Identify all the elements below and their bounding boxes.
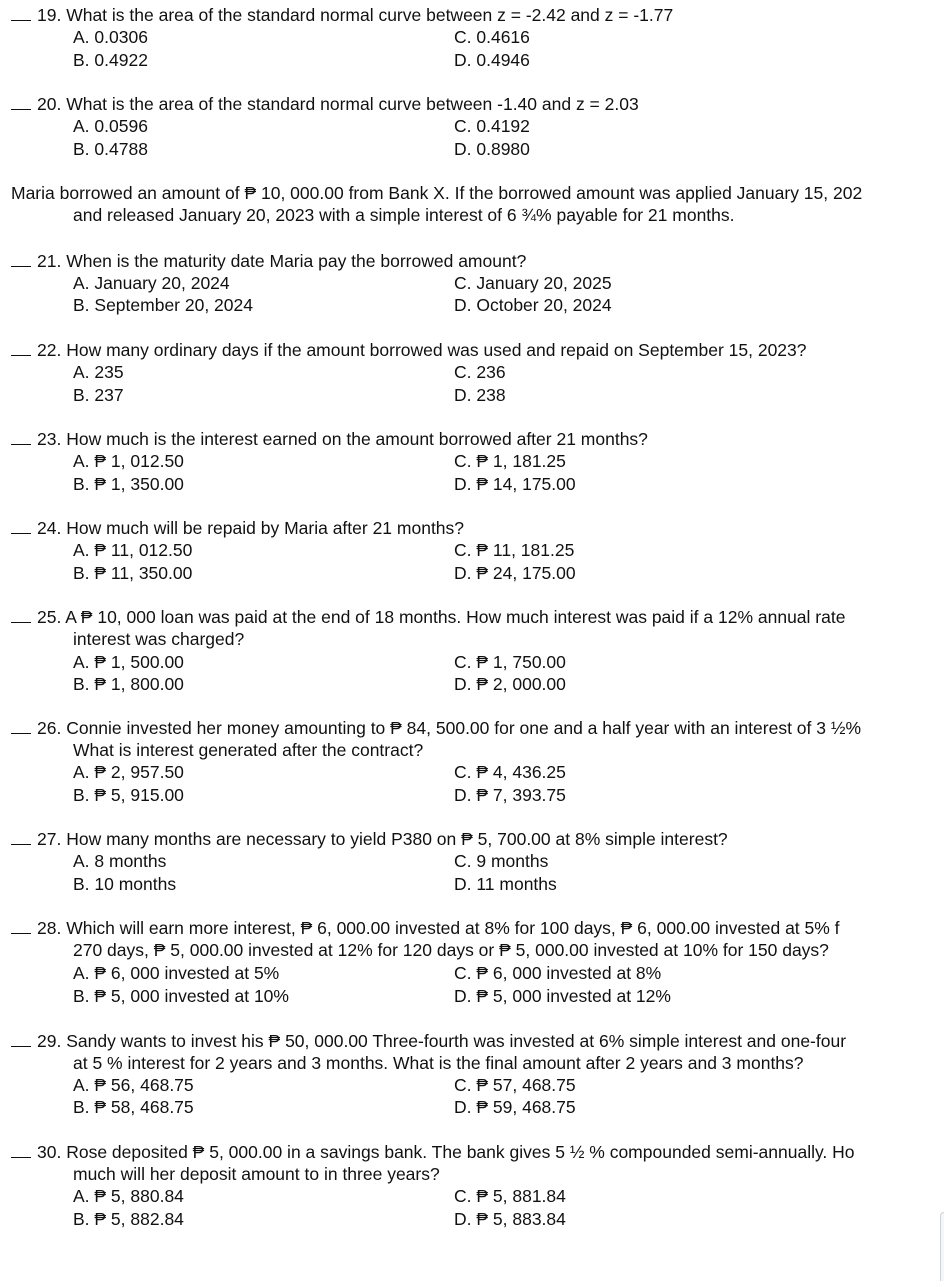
option-a: A. 235 (73, 362, 124, 382)
option-c: C. January 20, 2025 (454, 273, 612, 293)
question-number: 25. (37, 607, 62, 627)
option-c: C. 0.4192 (454, 116, 530, 136)
page-edge-scroll-hint (940, 1212, 944, 1281)
option-a: A. ₱ 11, 012.50 (73, 540, 193, 560)
option-b: B. 0.4922 (73, 50, 148, 70)
option-c: C. ₱ 1, 181.25 (454, 451, 566, 471)
question-text: Rose deposited ₱ 5, 000.00 in a savings bank. The bank gives 5 ½ % compounded semi-annually. Ho (66, 1142, 855, 1162)
question-number: 26. (37, 718, 62, 738)
question-number: 23. (37, 429, 62, 449)
question-text-continued: interest was charged? (73, 629, 245, 649)
question-text: How many ordinary days if the amount borrowed was used and repaid on September 15, 2023? (66, 340, 807, 360)
option-d: D. ₱ 59, 468.75 (454, 1097, 576, 1117)
option-c: C. ₱ 4, 436.25 (454, 762, 566, 782)
question-text: Which will earn more interest, ₱ 6, 000.00 invested at 8% for 100 days, ₱ 6, 000.00 invested at 5% f (66, 918, 840, 938)
question-text: How many months are necessary to yield P380 on ₱ 5, 700.00 at 8% simple interest? (66, 829, 728, 849)
intro-line-2: and released January 20, 2023 with a simple interest of 6 ¾% payable for 21 months. (73, 205, 735, 225)
answer-blank[interactable] (11, 519, 31, 534)
question-number: 30. (37, 1142, 62, 1162)
question-text: How much will be repaid by Maria after 21 months? (66, 518, 465, 538)
option-d: D. ₱ 2, 000.00 (454, 674, 566, 694)
question-text: When is the maturity date Maria pay the borrowed amount? (66, 251, 527, 271)
question-text-continued: 270 days, ₱ 5, 000.00 invested at 12% for 120 days or ₱ 5, 000.00 invested at 10% for 150 days? (73, 940, 829, 960)
question-number: 24. (37, 518, 62, 538)
option-b: B. 237 (73, 385, 124, 405)
answer-blank[interactable] (11, 919, 31, 934)
question-text: What is the area of the standard normal curve between -1.40 and z = 2.03 (66, 94, 639, 114)
option-b: B. September 20, 2024 (73, 295, 253, 315)
option-a: A. ₱ 2, 957.50 (73, 762, 184, 782)
question-text: Connie invested her money amounting to ₱ 84, 500.00 for one and a half year with an interest of 3 ½% (66, 718, 862, 738)
question-number: 20. (37, 94, 62, 114)
question-number: 28. (37, 918, 62, 938)
answer-blank[interactable] (11, 608, 31, 623)
question-number: 19. (37, 5, 62, 25)
answer-blank[interactable] (11, 830, 31, 845)
answer-blank[interactable] (11, 430, 31, 445)
question-text: Sandy wants to invest his ₱ 50, 000.00 Three-fourth was invested at 6% simple interest and one-four (66, 1031, 847, 1051)
option-d: D. 11 months (454, 874, 557, 894)
option-c: C. 236 (454, 362, 506, 382)
answer-blank[interactable] (11, 719, 31, 734)
question-text: What is the area of the standard normal curve between z = -2.42 and z = -1.77 (66, 5, 674, 25)
option-d: D. October 20, 2024 (454, 295, 612, 315)
question-number: 22. (37, 340, 62, 360)
option-a: A. ₱ 1, 012.50 (73, 451, 184, 471)
option-b: B. ₱ 58, 468.75 (73, 1097, 194, 1117)
option-d: D. ₱ 24, 175.00 (454, 563, 576, 583)
question-number: 29. (37, 1031, 62, 1051)
option-a: A. 8 months (73, 851, 167, 871)
option-b: B. ₱ 5, 882.84 (73, 1209, 184, 1229)
option-a: A. ₱ 56, 468.75 (73, 1075, 194, 1095)
option-a: A. ₱ 1, 500.00 (73, 652, 184, 672)
option-a: A. 0.0596 (73, 116, 148, 136)
answer-blank[interactable] (11, 6, 31, 21)
option-a: A. January 20, 2024 (73, 273, 230, 293)
question-text: How much is the interest earned on the amount borrowed after 21 months? (66, 429, 648, 449)
answer-blank[interactable] (11, 95, 31, 110)
option-b: B. 10 months (73, 874, 177, 894)
option-a: A. ₱ 6, 000 invested at 5% (73, 963, 280, 983)
intro-line-1: Maria borrowed an amount of ₱ 10, 000.00 from Bank X. If the borrowed amount was applied January 15, 202 (11, 183, 863, 203)
option-d: D. 0.4946 (454, 50, 530, 70)
option-d: D. 238 (454, 385, 506, 405)
option-c: C. ₱ 6, 000 invested at 8% (454, 963, 662, 983)
option-c: C. ₱ 11, 181.25 (454, 540, 575, 560)
option-c: C. ₱ 1, 750.00 (454, 652, 566, 672)
option-b: B. ₱ 11, 350.00 (73, 563, 193, 583)
question-text-continued: What is interest generated after the contract? (73, 740, 424, 760)
question-number: 27. (37, 829, 62, 849)
option-c: C. 0.4616 (454, 27, 530, 47)
answer-blank[interactable] (11, 1032, 31, 1047)
option-d: D. ₱ 5, 883.84 (454, 1209, 566, 1229)
option-d: D. ₱ 14, 175.00 (454, 474, 576, 494)
option-d: D. ₱ 5, 000 invested at 12% (454, 986, 671, 1006)
option-d: D. ₱ 7, 393.75 (454, 785, 566, 805)
option-b: B. ₱ 5, 000 invested at 10% (73, 986, 289, 1006)
option-b: B. ₱ 5, 915.00 (73, 785, 184, 805)
option-b: B. ₱ 1, 800.00 (73, 674, 184, 694)
question-text-continued: much will her deposit amount to in three years? (73, 1164, 440, 1184)
option-a: A. ₱ 5, 880.84 (73, 1186, 184, 1206)
answer-blank[interactable] (11, 1143, 31, 1158)
option-c: C. ₱ 57, 468.75 (454, 1075, 576, 1095)
option-a: A. 0.0306 (73, 27, 148, 47)
answer-blank[interactable] (11, 252, 31, 267)
question-number: 21. (37, 251, 62, 271)
option-b: B. 0.4788 (73, 139, 148, 159)
option-d: D. 0.8980 (454, 139, 530, 159)
question-text-continued: at 5 % interest for 2 years and 3 months. What is the final amount after 2 years and 3 months? (73, 1053, 804, 1073)
problem-intro (11, 182, 862, 226)
option-c: C. ₱ 5, 881.84 (454, 1186, 566, 1206)
option-b: B. ₱ 1, 350.00 (73, 474, 184, 494)
question-text: A ₱ 10, 000 loan was paid at the end of 18 months. How much interest was paid if a 12% annual rate (65, 607, 846, 627)
answer-blank[interactable] (11, 341, 31, 356)
option-c: C. 9 months (454, 851, 549, 871)
